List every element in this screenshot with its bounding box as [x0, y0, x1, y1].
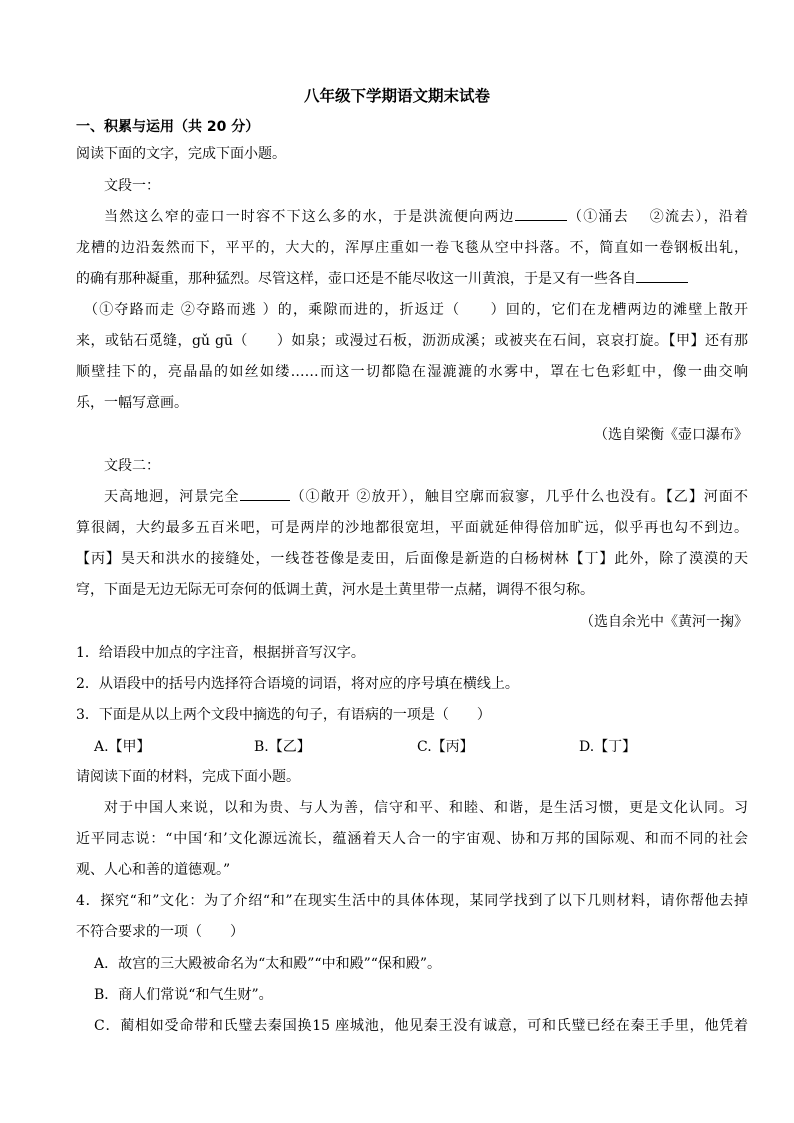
fill-blank[interactable] [515, 206, 567, 221]
passage-line: 乐，一幅写意画。 [76, 395, 188, 411]
material-line: 观、人心和善的道德观。” [76, 862, 231, 878]
passage-line: 的确有那种凝重，那种猛烈。尽管这样，壶口还是不能尽收这一川黄浪，于是又有一些各自 [76, 268, 748, 290]
option-c[interactable]: C．蔺相如受命带和氏璧去秦国换15 座城池，他见秦王没有诚意，可和氏璧已经在秦王手里，他凭着 [94, 1018, 748, 1034]
passage-source: （选自梁衡《壶口瀑布》 [594, 427, 748, 443]
passage-line: 来，或钻石觅缝，gǔ gū（ ）如泉；或漫过石板，沥沥成溪；或被夹在石间，哀哀打旋。【甲】还有那 [76, 333, 748, 349]
option-c[interactable]: C.【丙】 [417, 739, 474, 755]
option-b[interactable]: B.【乙】 [254, 739, 311, 755]
passage-source: （选自余光中《黄河一掬》 [580, 614, 748, 630]
passage-line: 穹，下面是无边无际无可奈何的低调土黄，河水是土黄里带一点赭，调得不很匀称。 [76, 582, 594, 598]
option-a[interactable]: A．故宫的三大殿被命名为“太和殿”“中和殿”“保和殿”。 [94, 956, 442, 972]
fill-blank[interactable] [240, 486, 290, 501]
question-1: 1．给语段中加点的字注音，根据拼音写汉字。 [76, 645, 365, 661]
instruction: 请阅读下面的材料，完成下面小题。 [76, 769, 300, 785]
instruction: 阅读下面的文字，完成下面小题。 [76, 146, 286, 162]
passage-line: （①夺路而走 ②夺路而逃 ）的，乘隙而进的，折返迂（ ）回的，它们在龙槽两边的滩壁上散开 [84, 302, 748, 318]
passage-line: 算很阔，大约最多五百米吧，可是两岸的沙地都很宽坦，平面就延伸得倍加旷远，似乎再也勾不到边。 [76, 520, 748, 536]
section-heading: 一、积累与运用（共 20 分） [76, 119, 260, 135]
option-a[interactable]: A.【甲】 [94, 739, 151, 755]
page-title: 八年级下学期语文期末试卷 [303, 87, 490, 105]
question-2: 2．从语段中的括号内选择符合语境的词语，将对应的序号填在横线上。 [76, 676, 519, 692]
option-d[interactable]: D.【丁】 [579, 739, 637, 755]
passage-line: 龙槽的边沿轰然而下，平平的，大大的，浑厚庄重如一卷飞毯从空中抖落。不，简直如一卷钢板出轧， [76, 240, 748, 256]
material-line: 近平同志说：“中国‘和’文化源远流长，蕴涵着天人合一的宇宙观、协和万邦的国际观、和而不同的社会 [76, 831, 748, 847]
question-3: 3．下面是从以上两个文段中摘选的句子，有语病的一项是（ ） [76, 707, 491, 723]
fill-blank[interactable] [636, 268, 688, 283]
passage-label: 文段二： [104, 458, 160, 474]
question-4: 4．探究“和”文化：为了介绍“和”在现实生活中的具体体现，某同学找到了以下几则材料，请你帮他去掉 [76, 893, 748, 909]
passage-line: 当然这么窄的壶口一时容不下这么多的水，于是洪流便向两边 （①涌去 ②流去），沿着 [104, 206, 748, 228]
option-b[interactable]: B．商人们常说“和气生财”。 [94, 987, 273, 1003]
question-4-cont: 不符合要求的一项（ ） [76, 924, 244, 940]
passage-line: 顺壁挂下的，亮晶晶的如丝如缕……而这一切都隐在湿漉漉的水雾中，罩在七色彩虹中，像一曲交响 [76, 364, 748, 380]
material-line: 对于中国人来说，以和为贵、与人为善，信守和平、和睦、和谐，是生活习惯，更是文化认同。习 [104, 800, 748, 816]
passage-line: 【丙】昊天和洪水的接缝处，一线苍苍像是麦田，后面像是新造的白杨树林【丁】此外，除了漠漠的天 [76, 551, 748, 567]
passage-label: 文段一： [104, 178, 160, 194]
passage-line: 天高地迥，河景完全 （①敞开 ②放开），触目空廓而寂寥，几乎什么也没有。【乙】河面不 [104, 486, 748, 508]
